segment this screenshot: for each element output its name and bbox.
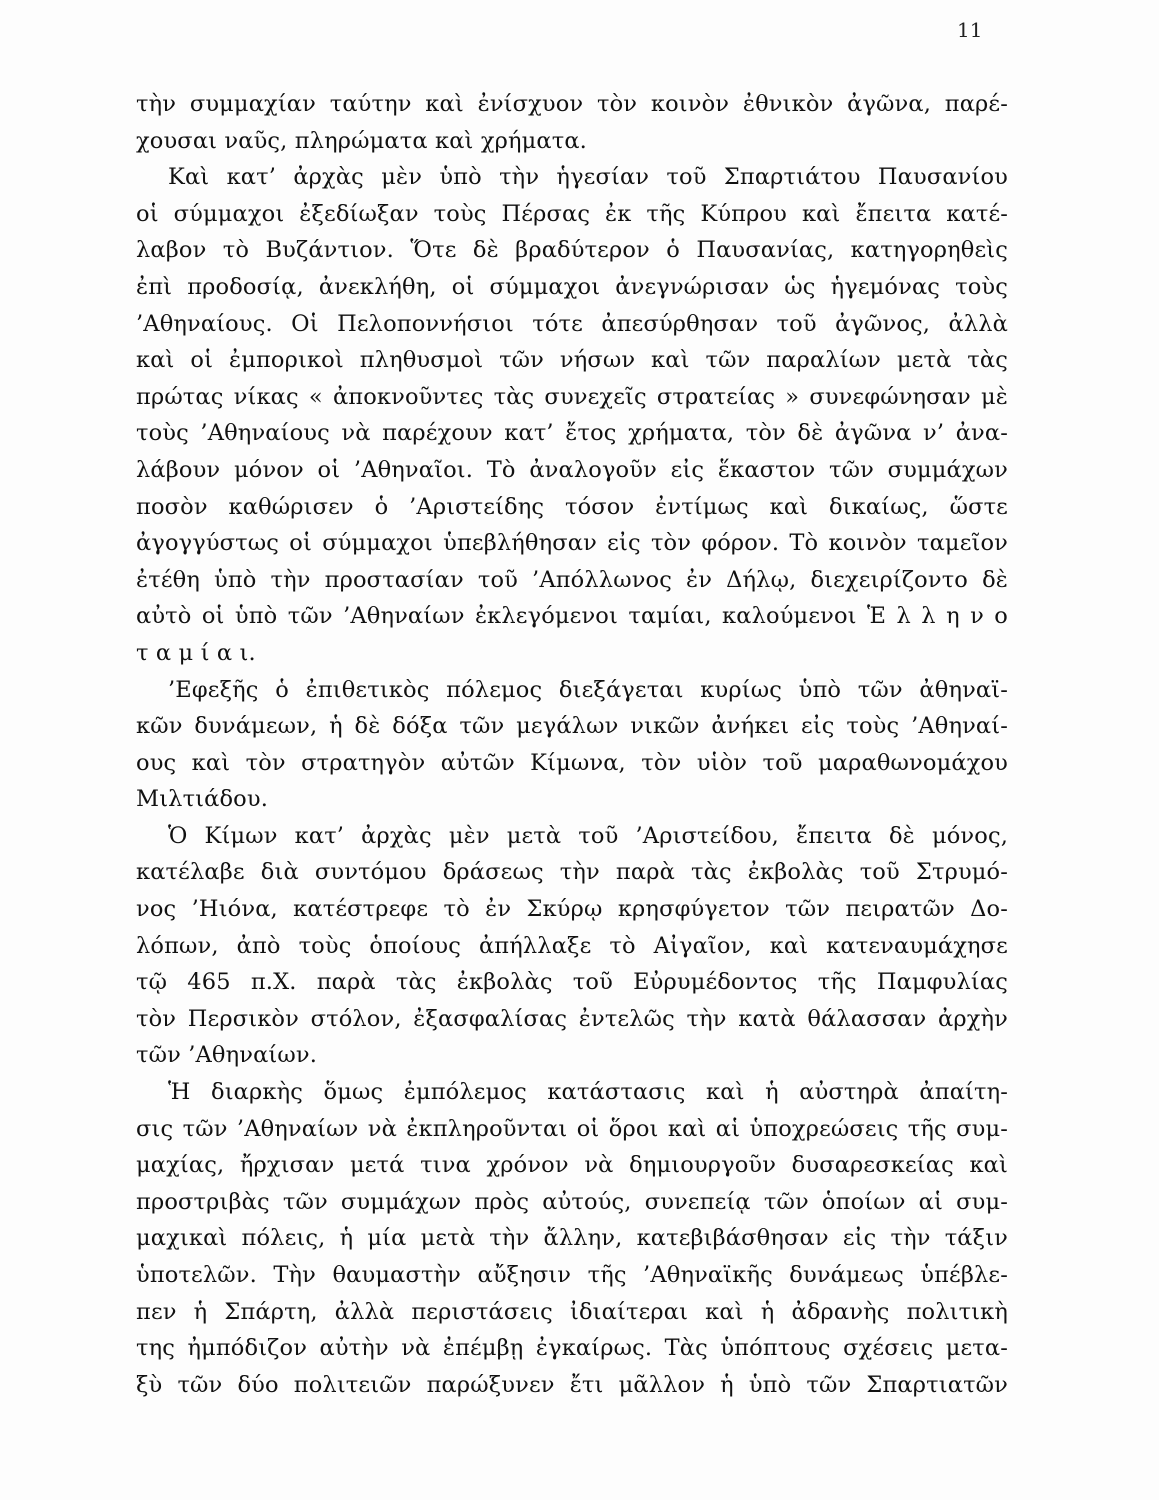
text-line: Ὁ Κίμων κατ’ ἀρχὰς μὲν μετὰ τοῦ ’Αριστείδου, ἔπειτα δὲ μόνος, [168,822,1008,849]
text-line: χουσαι ναῦς, πληρώματα καὶ χρήματα. [136,127,587,154]
text-line: τ α μ ί α ι. [136,639,256,666]
text-line: τοὺς ’Αθηναίους νὰ παρέχουν κατ’ ἔτος χρήματα, τὸν δὲ ἀγῶνα ν’ ἀνα- [136,420,1008,447]
text-line: κῶν δυνάμεων, ἡ δὲ δόξα τῶν μεγάλων νικῶν ἀνήκει εἰς τοὺς ’Αθηναί- [136,713,1008,740]
body-text [136,86,1008,1403]
text-line: κατέλαβε διὰ συντόμου δράσεως τὴν παρὰ τὰς ἐκβολὰς τοῦ Στρυμό- [136,859,1008,886]
text-line: προστριβὰς τῶν συμμάχων πρὸς αὐτούς, συνεπείᾳ τῶν ὁποίων αἱ συμ- [136,1188,1008,1215]
text-line: ους καὶ τὸν στρατηγὸν αὐτῶν Κίμωνα, τὸν υἱὸν τοῦ μαραθωνομάχου [136,749,1008,776]
text-line: Καὶ κατ’ ἀρχὰς μὲν ὑπὸ τὴν ἡγεσίαν τοῦ Σπαρτιάτου Παυσανίου [168,164,1008,191]
text-line: πεν ἡ Σπάρτη, ἀλλὰ περιστάσεις ἰδιαίτεραι καὶ ἡ ἀδρανὴς πολιτικὴ [136,1298,1008,1325]
text-line: τῶν ’Αθηναίων. [136,1042,318,1069]
text-line: λόπων, ἀπὸ τοὺς ὁποίους ἀπήλλαξε τὸ Αἰγαῖον, καὶ κατεναυμάχησε [136,932,1008,959]
text-line: λαβον τὸ Βυζάντιον. Ὅτε δὲ βραδύτερον ὁ Παυσανίας, κατηγορηθεὶς [136,237,1008,264]
text-line: ’Εφεξῆς ὁ ἐπιθετικὸς πόλεμος διεξάγεται κυρίως ὑπὸ τῶν ἀθηναϊ- [168,676,1008,703]
text-line: νος ’Ηιόνα, κατέστρεφε τὸ ἐν Σκύρῳ κρησφύγετον τῶν πειρατῶν Δο- [136,896,1008,923]
page-number: 11 [957,18,983,42]
text-line: αὐτὸ οἱ ὑπὸ τῶν ’Αθηναίων ἐκλεγόμενοι ταμίαι, καλούμενοι Ἑ λ λ η ν ο [136,603,1008,630]
text-line: ὑποτελῶν. Τὴν θαυμαστὴν αὔξησιν τῆς ’Αθηναϊκῆς δυνάμεως ὑπέβλε- [136,1262,1008,1288]
text-line: ἀγογγύστως οἱ σύμμαχοι ὑπεβλήθησαν εἰς τὸν φόρον. Τὸ κοινὸν ταμεῖον [136,530,1008,557]
text-line: Μιλτιάδου. [136,786,269,813]
text-line: καὶ οἱ ἐμπορικοὶ πληθυσμοὶ τῶν νήσων καὶ τῶν παραλίων μετὰ τὰς [136,347,1008,374]
text-line: τῷ 465 π.Χ. παρὰ τὰς ἐκβολὰς τοῦ Εὐρυμέδοντος τῆς Παμφυλίας [136,969,1008,996]
text-line: Ἡ διαρκὴς ὅμως ἐμπόλεμος κατάστασις καὶ ἡ αὐστηρὰ ἀπαίτη- [168,1079,1008,1106]
text-line: τὴν συμμαχίαν ταύτην καὶ ἐνίσχυον τὸν κοινὸν ἐθνικὸν ἀγῶνα, παρέ- [136,91,1008,117]
text-line: ξὺ τῶν δύο πολιτειῶν παρώξυνεν ἔτι μᾶλλον ἡ ὑπὸ τῶν Σπαρτιατῶν [136,1371,1008,1398]
text-line: της ἠμπόδιζον αὐτὴν νὰ ἐπέμβῃ ἐγκαίρως. Τὰς ὑπόπτους σχέσεις μετα- [136,1335,1008,1362]
text-line: πρώτας νίκας « ἀποκνοῦντες τὰς συνεχεῖς στρατείας » συνεφώνησαν μὲ [136,383,1008,410]
text-line: οἱ σύμμαχοι ἐξεδίωξαν τοὺς Πέρσας ἐκ τῆς Κύπρου καὶ ἔπειτα κατέ- [136,200,1008,227]
text-line: λάβουν μόνον οἱ ’Αθηναῖοι. Τὸ ἀναλογοῦν εἰς ἕκαστον τῶν συμμάχων [136,456,1008,483]
text-line: ’Αθηναίους. Οἱ Πελοποννήσιοι τότε ἀπεσύρθησαν τοῦ ἀγῶνος, ἀλλὰ [136,310,1008,337]
text-line: μαχικαὶ πόλεις, ἡ μία μετὰ τὴν ἄλλην, κατεβιβάσθησαν εἰς τὴν τάξιν [136,1225,1008,1252]
text-line: ἐτέθη ὑπὸ τὴν προστασίαν τοῦ ’Απόλλωνος ἐν Δήλῳ, διεχειρίζοντο δὲ [136,566,1008,593]
text-line: σις τῶν ’Αθηναίων νὰ ἐκπληροῦνται οἱ ὅροι καὶ αἱ ὑποχρεώσεις τῆς συμ- [136,1115,1008,1142]
text-line: ἐπὶ προδοσίᾳ, ἀνεκλήθη, οἱ σύμμαχοι ἀνεγνώρισαν ὡς ἡγεμόνας τοὺς [136,273,1008,300]
text-line: ποσὸν καθώρισεν ὁ ’Αριστείδης τόσον ἐντίμως καὶ δικαίως, ὥστε [136,493,1008,520]
text-line: μαχίας, ἤρχισαν μετά τινα χρόνον νὰ δημιουργοῦν δυσαρεσκείας καὶ [136,1152,1008,1179]
text-line: τὸν Περσικὸν στόλον, ἐξασφαλίσας ἐντελῶς τὴν κατὰ θάλασσαν ἀρχὴν [136,1005,1008,1032]
